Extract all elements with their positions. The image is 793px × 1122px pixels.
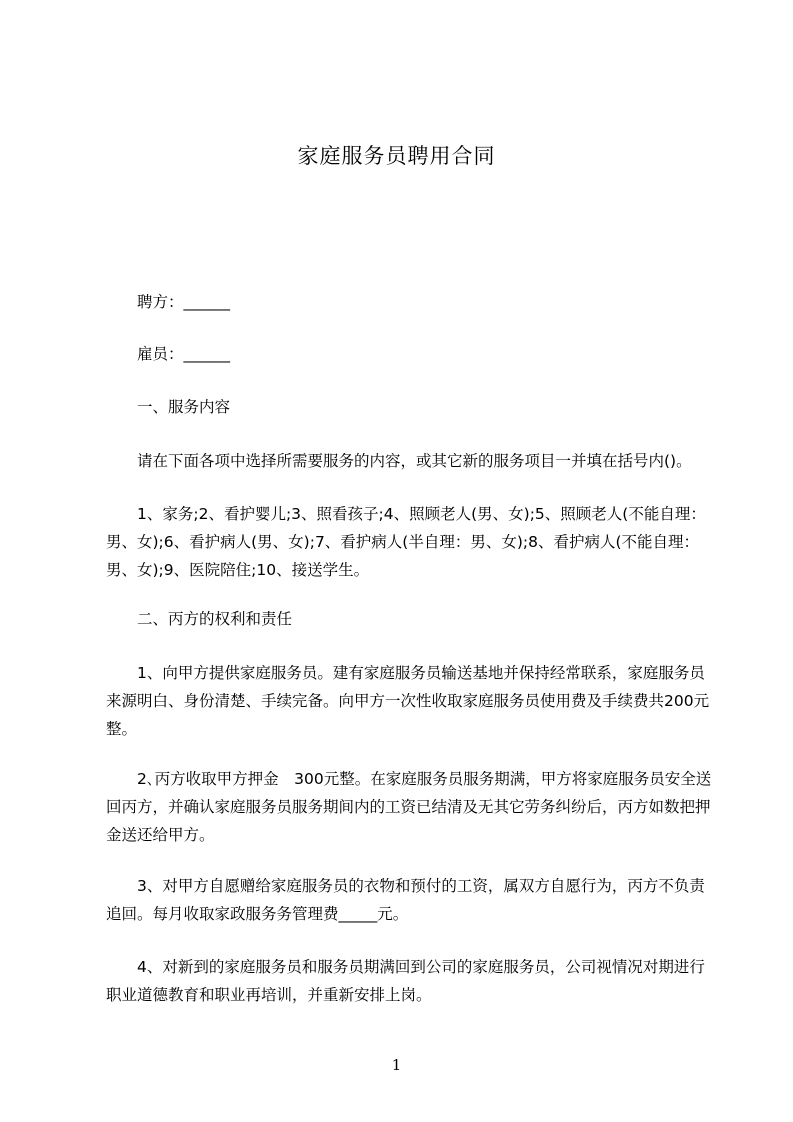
section1-intro: 请在下面各项中选择所需要服务的内容，或其它新的服务项目一并填在括号内()。 (137, 452, 692, 470)
document-title: 家庭服务员聘用合同 (297, 144, 496, 168)
clause-1: 1、向甲方提供家庭服务员。建有家庭服务员输送基地并保持经常联系，家庭服务员来源明白、身份清楚、手续完备。向甲方一次性收取家庭服务员使用费及手续费共200元整。 (106, 664, 710, 738)
section2-heading: 二、丙方的权利和责任 (137, 610, 293, 628)
page-number: 1 (391, 1056, 402, 1074)
section1-heading: 一、服务内容 (137, 398, 231, 416)
clause-2: 2､丙方收取甲方押金 300元整。在家庭服务员服务期满，甲方将家庭服务员安全送回丙方，并确认家庭服务员服务期间内的工资已结清及无其它劳务纠纷后，丙方如数把押金送还给甲方。 (106, 770, 712, 844)
employer-line: 聘方：______ (137, 293, 231, 311)
clause-3: 3、对甲方自愿赠给家庭服务员的衣物和预付的工资，属双方自愿行为，丙方不负责追回。每月收取家政服务务管理费_____元。 (106, 877, 705, 923)
section1-items: 1、家务;2、看护婴儿;3、照看孩子;4、照顾老人(男、女);5、照顾老人(不能自理：男、女);6、看护病人(男、女);7、看护病人(半自理：男、女);8、看护病人(不能自理：男、女);9、医院陪住;10、接送学生。 (106, 505, 706, 579)
clause-4: 4、对新到的家庭服务员和服务员期满回到公司的家庭服务员，公司视情况对期进行职业道德教育和职业再培训，并重新安排上岗。 (106, 958, 705, 1004)
employee-line: 雇员：______ (137, 345, 231, 363)
